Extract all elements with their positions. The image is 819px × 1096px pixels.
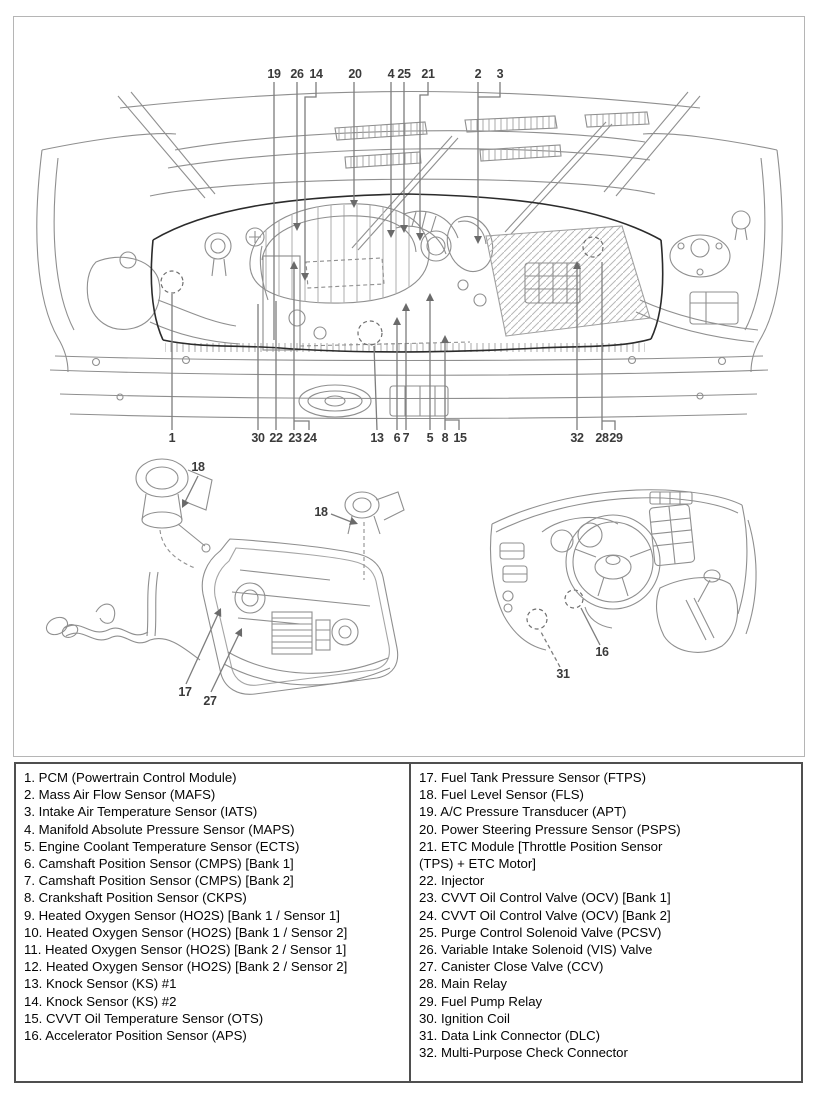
legend-item: 14. Knock Sensor (KS) #2 [24,993,177,1009]
callout-6: 6 [393,431,401,445]
legend-item: 31. Data Link Connector (DLC) [419,1028,601,1044]
callout-1: 1 [168,431,176,445]
callout-25: 25 [397,67,411,81]
legend-item: 23. CVVT Oil Control Valve (OCV) [Bank 1] [419,890,671,906]
legend-item: 5. Engine Coolant Temperature Sensor (ECTS) [24,838,300,854]
legend-item: 7. Camshaft Position Sensor (CMPS) [Bank 2] [24,873,294,889]
callout-17: 17 [178,685,192,699]
callout-15: 15 [453,431,467,445]
callout-16: 16 [595,645,609,659]
legend-item: 28. Main Relay [419,976,507,992]
legend-item: 15. CVVT Oil Temperature Sensor (OTS) [24,1010,264,1026]
legend-item: 32. Multi-Purpose Check Connector [419,1045,628,1061]
component-location-diagram-frame [13,16,805,757]
callout-31: 31 [556,667,570,681]
callout-29: 29 [609,431,623,445]
legend-item: 21. ETC Module [Throttle Position Sensor [419,838,663,854]
legend-item: 10. Heated Oxygen Sensor (HO2S) [Bank 1 / Sensor 2] [24,924,348,940]
legend-item: 11. Heated Oxygen Sensor (HO2S) [Bank 2 / Sensor 1] [24,942,347,958]
callout-23: 23 [288,431,302,445]
legend-item: (TPS) + ETC Motor] [419,856,536,872]
legend-item: 29. Fuel Pump Relay [419,993,543,1009]
callout-32: 32 [570,431,584,445]
legend-item: 20. Power Steering Pressure Sensor (PSPS) [419,821,681,837]
legend-left-column [24,769,406,1044]
legend-item: 26. Variable Intake Solenoid (VIS) Valve [419,942,653,958]
legend-item: 16. Accelerator Position Sensor (APS) [24,1028,247,1044]
callout-18: 18 [191,460,205,474]
legend-item: 9. Heated Oxygen Sensor (HO2S) [Bank 1 / Sensor 1] [24,907,340,923]
legend-item: 24. CVVT Oil Control Valve (OCV) [Bank 2] [419,907,671,923]
legend-item: 3. Intake Air Temperature Sensor (IATS) [24,804,258,820]
callout-19: 19 [267,67,281,81]
callout-21: 21 [421,67,435,81]
callout-22: 22 [269,431,283,445]
callout-14: 14 [309,67,323,81]
callout-24: 24 [303,431,317,445]
legend [14,762,803,1083]
legend-item: 12. Heated Oxygen Sensor (HO2S) [Bank 2 / Sensor 2] [24,959,348,975]
legend-divider [409,764,411,1081]
legend-item: 8. Crankshaft Position Sensor (CKPS) [24,890,247,906]
legend-item: 22. Injector [419,873,485,889]
legend-item: 1. PCM (Powertrain Control Module) [24,770,237,785]
callout-7: 7 [402,431,410,445]
legend-item: 30. Ignition Coil [419,1010,510,1026]
legend-item: 2. Mass Air Flow Sensor (MAFS) [24,787,216,803]
legend-right-column [419,769,799,1061]
legend-item: 13. Knock Sensor (KS) #1 [24,976,177,992]
callout-8: 8 [441,431,449,445]
callout-27: 27 [203,694,217,708]
legend-item: 6. Camshaft Position Sensor (CMPS) [Bank 1] [24,856,294,872]
callout-4: 4 [387,67,395,81]
legend-item: 18. Fuel Level Sensor (FLS) [419,787,584,803]
callout-26: 26 [290,67,304,81]
callout-20: 20 [348,67,362,81]
legend-item: 25. Purge Control Solenoid Valve (PCSV) [419,924,662,940]
legend-item: 27. Canister Close Valve (CCV) [419,959,604,975]
callout-30: 30 [251,431,265,445]
legend-item: 17. Fuel Tank Pressure Sensor (FTPS) [419,770,646,785]
callout-13: 13 [370,431,384,445]
legend-item: 4. Manifold Absolute Pressure Sensor (MAPS) [24,821,295,837]
callout-2: 2 [474,67,482,81]
callout-28: 28 [595,431,609,445]
legend-item: 19. A/C Pressure Transducer (APT) [419,804,627,820]
callout-3: 3 [496,67,504,81]
callout-18: 18 [314,505,328,519]
callout-5: 5 [426,431,434,445]
